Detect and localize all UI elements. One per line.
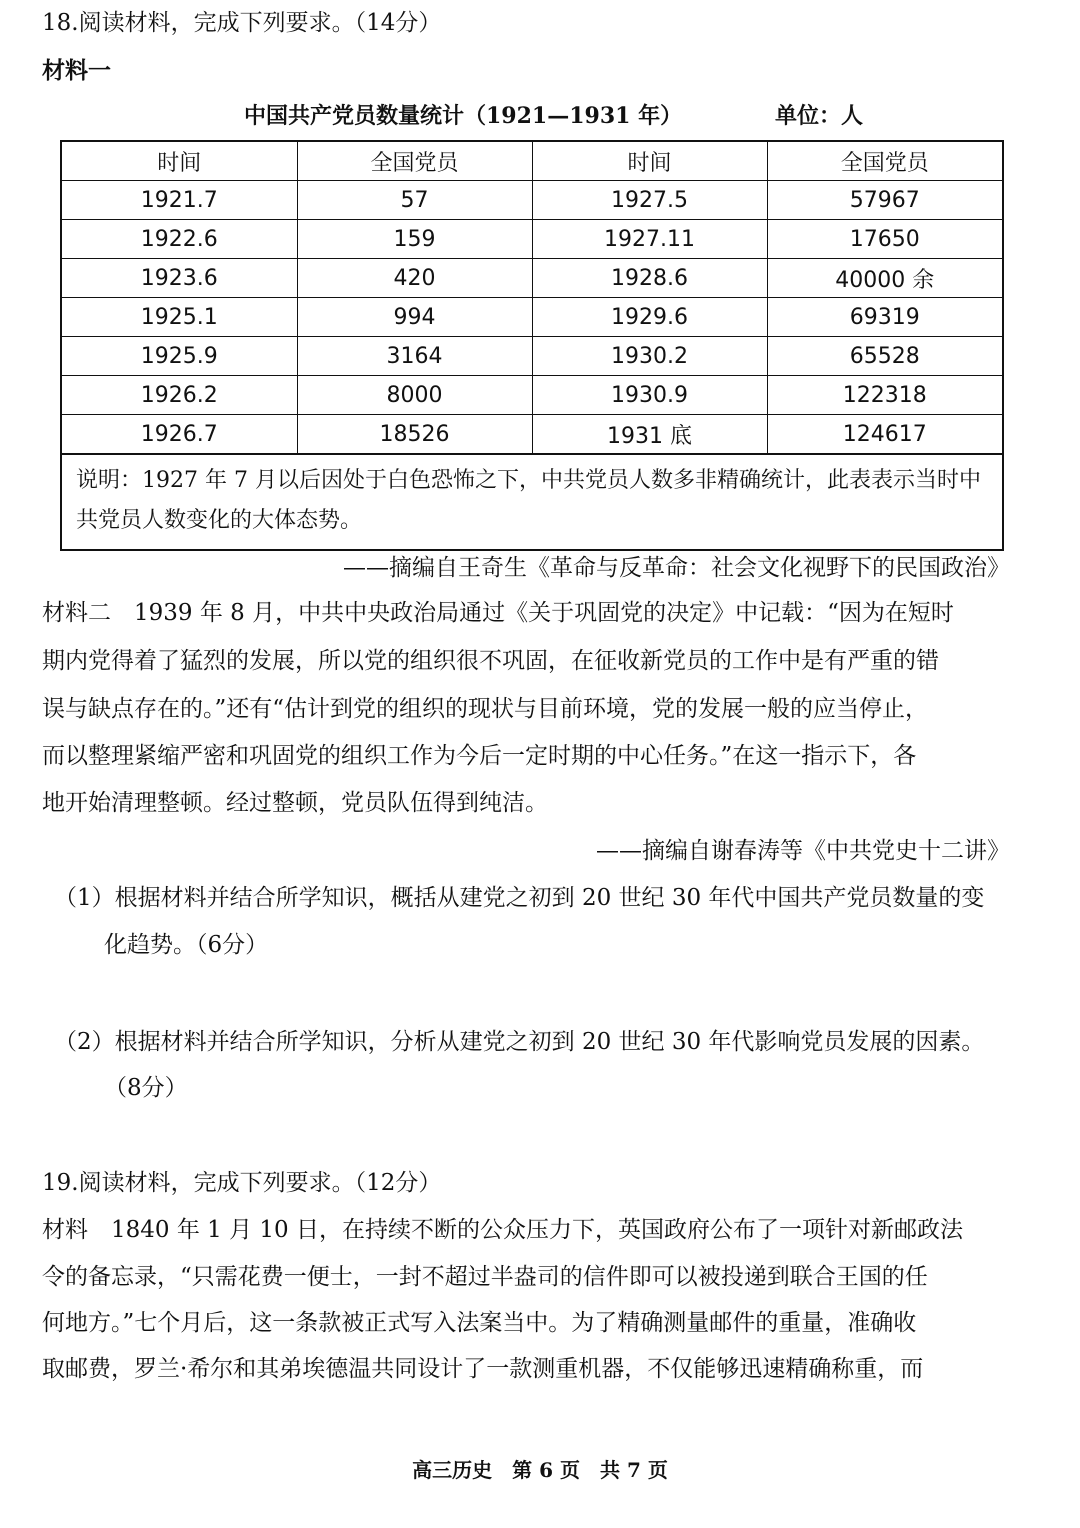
table-row	[62, 220, 1002, 259]
table-unit: 单位：人	[775, 103, 864, 129]
table-header-cell: 时间	[532, 142, 767, 181]
table-cell: 1926.7	[62, 415, 297, 454]
question-18-title: 18.阅读材料，完成下列要求。（14分）	[42, 10, 442, 36]
table-cell: 1921.7	[62, 181, 297, 220]
table-cell: 1927.5	[532, 181, 767, 220]
party-members-table	[60, 140, 1004, 551]
table-cell: 8000	[297, 376, 532, 415]
material-2-line: 材料二 1939 年 8 月，中共中央政治局通过《关于巩固党的决定》中记载：“因为在短时	[42, 600, 954, 626]
question-18-1: （1）根据材料并结合所学知识，概括从建党之初到 20 世纪 30 年代中国共产党员数量的变	[54, 885, 985, 911]
table-cell: 18526	[297, 415, 532, 454]
table-row	[62, 298, 1002, 337]
table-cell: 40000 余	[767, 259, 1002, 298]
table-header-cell: 全国党员	[297, 142, 532, 181]
table-row	[62, 259, 1002, 298]
material-19-line: 令的备忘录，“只需花费一便士，一封不超过半盎司的信件即可以被投递到联合王国的任	[42, 1264, 928, 1290]
question-18-1-continued: 化趋势。（6分）	[104, 932, 269, 958]
table-cell: 57967	[767, 181, 1002, 220]
material-2-line: 地开始清理整顿。经过整顿，党员队伍得到纯洁。	[42, 790, 548, 816]
table-cell: 1926.2	[62, 376, 297, 415]
table-row	[62, 181, 1002, 220]
table-cell: 17650	[767, 220, 1002, 259]
table-cell: 122318	[767, 376, 1002, 415]
table-cell: 1930.9	[532, 376, 767, 415]
question-18-2-continued: （8分）	[104, 1075, 188, 1101]
table-cell: 1923.6	[62, 259, 297, 298]
table-cell: 1925.1	[62, 298, 297, 337]
source-citation-1: ——摘编自王奇生《革命与反革命：社会文化视野下的民国政治》	[343, 555, 1010, 581]
table-cell: 3164	[297, 337, 532, 376]
material-19-line: 取邮费，罗兰·希尔和其弟埃德温共同设计了一款测重机器，不仅能够迅速精确称重，而	[42, 1356, 924, 1382]
source-citation-2: ——摘编自谢春涛等《中共党史十二讲》	[596, 838, 1010, 864]
table-cell: 69319	[767, 298, 1002, 337]
table-note: 说明：1927 年 7 月以后因处于白色恐怖之下，中共党员人数多非精确统计，此表表示当时中共党员人数变化的大体态势。	[62, 454, 1002, 549]
table-row	[62, 415, 1002, 454]
material-2-line: 误与缺点存在的。”还有“估计到党的组织的现状与目前环境，党的发展一般的应当停止，	[42, 696, 929, 722]
table-header-row	[62, 142, 1002, 181]
table-cell: 1929.6	[532, 298, 767, 337]
material-2-line: 而以整理紧缩严密和巩固党的组织工作为今后一定时期的中心任务。”在这一指示下，各	[42, 743, 917, 769]
table-cell: 159	[297, 220, 532, 259]
table-cell: 1930.2	[532, 337, 767, 376]
table-cell: 1927.11	[532, 220, 767, 259]
table-header-cell: 全国党员	[767, 142, 1002, 181]
table-cell: 420	[297, 259, 532, 298]
table-cell: 57	[297, 181, 532, 220]
material-19-line: 何地方。”七个月后，这一条款被正式写入法案当中。为了精确测量邮件的重量，准确收	[42, 1310, 917, 1336]
question-19-title: 19.阅读材料，完成下列要求。（12分）	[42, 1170, 442, 1196]
table-header-cell: 时间	[62, 142, 297, 181]
page-footer: 高三历史 第 6 页 共 7 页	[412, 1458, 668, 1482]
table-cell: 1925.9	[62, 337, 297, 376]
table-cell: 1922.6	[62, 220, 297, 259]
table-cell: 1928.6	[532, 259, 767, 298]
material-19-line: 材料 1840 年 1 月 10 日，在持续不断的公众压力下，英国政府公布了一项针对新邮政法	[42, 1217, 963, 1243]
question-18-2: （2）根据材料并结合所学知识，分析从建党之初到 20 世纪 30 年代影响党员发展的因素。	[54, 1029, 985, 1055]
table-cell: 124617	[767, 415, 1002, 454]
table-row	[62, 376, 1002, 415]
table-cell: 994	[297, 298, 532, 337]
table-row	[62, 337, 1002, 376]
material-2-line: 期内党得着了猛烈的发展，所以党的组织很不巩固，在征收新党员的工作中是有严重的错	[42, 648, 939, 674]
table-title: 中国共产党员数量统计（1921—1931 年）	[244, 103, 683, 129]
table-cell: 1931 底	[532, 415, 767, 454]
table-cell: 65528	[767, 337, 1002, 376]
material-1-label: 材料一	[42, 57, 111, 84]
